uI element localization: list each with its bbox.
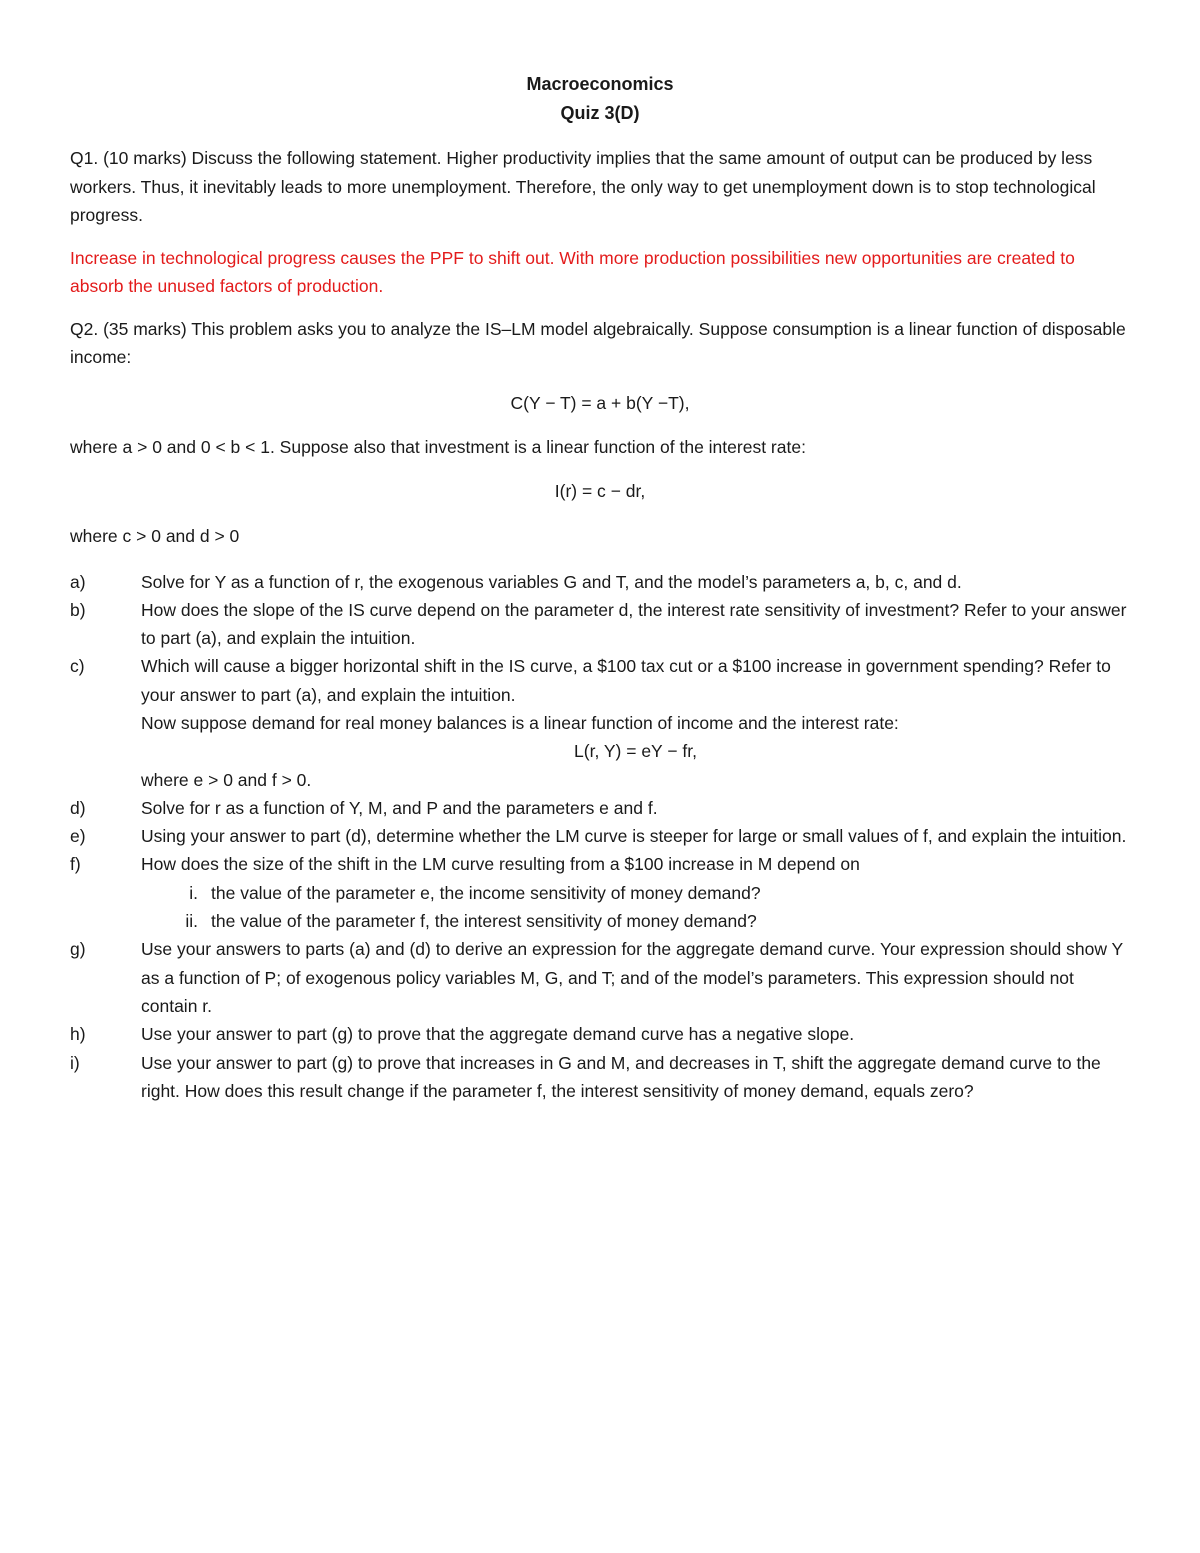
document-page	[70, 70, 1130, 1105]
part-f-sub-ii-text: the value of the parameter f, the interest sensitivity of money demand?	[211, 911, 757, 932]
part-d-text: Solve for r as a function of Y, M, and P and the parameters e and f.	[141, 797, 658, 818]
part-f-sub-ii	[141, 907, 1130, 935]
part-i-marker: i)	[70, 1052, 80, 1073]
part-i-text: Use your answer to part (g) to prove that increases in G and M, and decreases in T, shift the aggregate demand curve to the right. How does this result change if the parameter f, the interest sensitivity of money demand, equals zero?	[141, 1052, 1101, 1101]
part-g-marker: g)	[70, 939, 86, 960]
part-c-text: Which will cause a bigger horizontal shift in the IS curve, a $100 tax cut or a $100 increase in government spending? Refer to your answer to part (a), and explain the intuition.	[141, 656, 1111, 705]
money-demand-intro: Now suppose demand for real money balances is a linear function of income and the interest rate:	[141, 712, 899, 733]
part-d	[70, 794, 1130, 822]
where-cd: where c > 0 and d > 0	[70, 526, 240, 546]
part-f-subparts	[141, 879, 1130, 936]
part-f-text: How does the size of the shift in the LM curve resulting from a $100 increase in M depend on	[141, 854, 860, 875]
part-h-text: Use your answer to part (g) to prove that the aggregate demand curve has a negative slope.	[141, 1024, 855, 1045]
part-g-text: Use your answers to parts (a) and (d) to derive an expression for the aggregate demand curve. Your expression should show Y as a function of P; of exogenous policy variables M, G, and T; and of the model’s parameters. This expression should not contain r.	[141, 939, 1123, 1016]
part-f-sub-i-marker: i.	[189, 882, 198, 903]
part-e-marker: e)	[70, 826, 86, 847]
where-ef: where e > 0 and f > 0.	[141, 769, 312, 790]
document-subtitle: Quiz 3(D)	[560, 103, 640, 123]
part-c	[70, 652, 1130, 793]
where-ab: where a > 0 and 0 < b < 1. Suppose also that investment is a linear function of the interest rate:	[70, 436, 806, 457]
part-i	[70, 1049, 1130, 1106]
part-a-marker: a)	[70, 571, 86, 592]
question-2-intro: Q2. (35 marks) This problem asks you to analyze the IS–LM model algebraically. Suppose consumption is a linear function of disposable income:	[70, 318, 1126, 367]
question-1-answer: Increase in technological progress causes the PPF to shift out. With more production possibilities new opportunities are created to absorb the unused factors of production.	[70, 247, 1075, 296]
part-g	[70, 935, 1130, 1020]
part-f-sub-i-text: the value of the parameter e, the income sensitivity of money demand?	[211, 882, 761, 903]
part-b-marker: b)	[70, 599, 86, 620]
document-title: Macroeconomics	[526, 74, 674, 94]
part-a-text: Solve for Y as a function of r, the exogenous variables G and T, and the model’s parameters a, b, c, and d.	[141, 571, 962, 592]
consumption-equation: C(Y − T) = a + b(Y −T),	[510, 392, 690, 413]
part-e-text: Using your answer to part (d), determine whether the LM curve is steeper for large or small values of f, and explain the intuition.	[141, 826, 1127, 847]
investment-equation: I(r) = c − dr,	[554, 481, 646, 501]
part-f-marker: f)	[70, 854, 81, 875]
question-2-parts	[70, 568, 1130, 1106]
part-f-sub-i	[141, 879, 1130, 907]
part-f-sub-ii-marker: ii.	[185, 911, 198, 932]
part-b-text: How does the slope of the IS curve depend on the parameter d, the interest rate sensitivity of investment? Refer to your answer to part (a), and explain the intuition.	[141, 599, 1127, 649]
part-a	[70, 568, 1130, 596]
part-b	[70, 596, 1130, 653]
part-h-marker: h)	[70, 1024, 86, 1045]
question-1: Q1. (10 marks) Discuss the following statement. Higher productivity implies that the same amount of output can be produced by less workers. Thus, it inevitably leads to more unemployment. Therefore, the only way to get unemployment down is to stop technological progress.	[70, 148, 1096, 225]
part-d-marker: d)	[70, 797, 86, 818]
part-h	[70, 1020, 1130, 1048]
part-c-marker: c)	[70, 656, 85, 677]
money-demand-equation: L(r, Y) = eY − fr,	[574, 741, 697, 762]
part-f	[70, 850, 1130, 935]
part-e	[70, 822, 1130, 850]
